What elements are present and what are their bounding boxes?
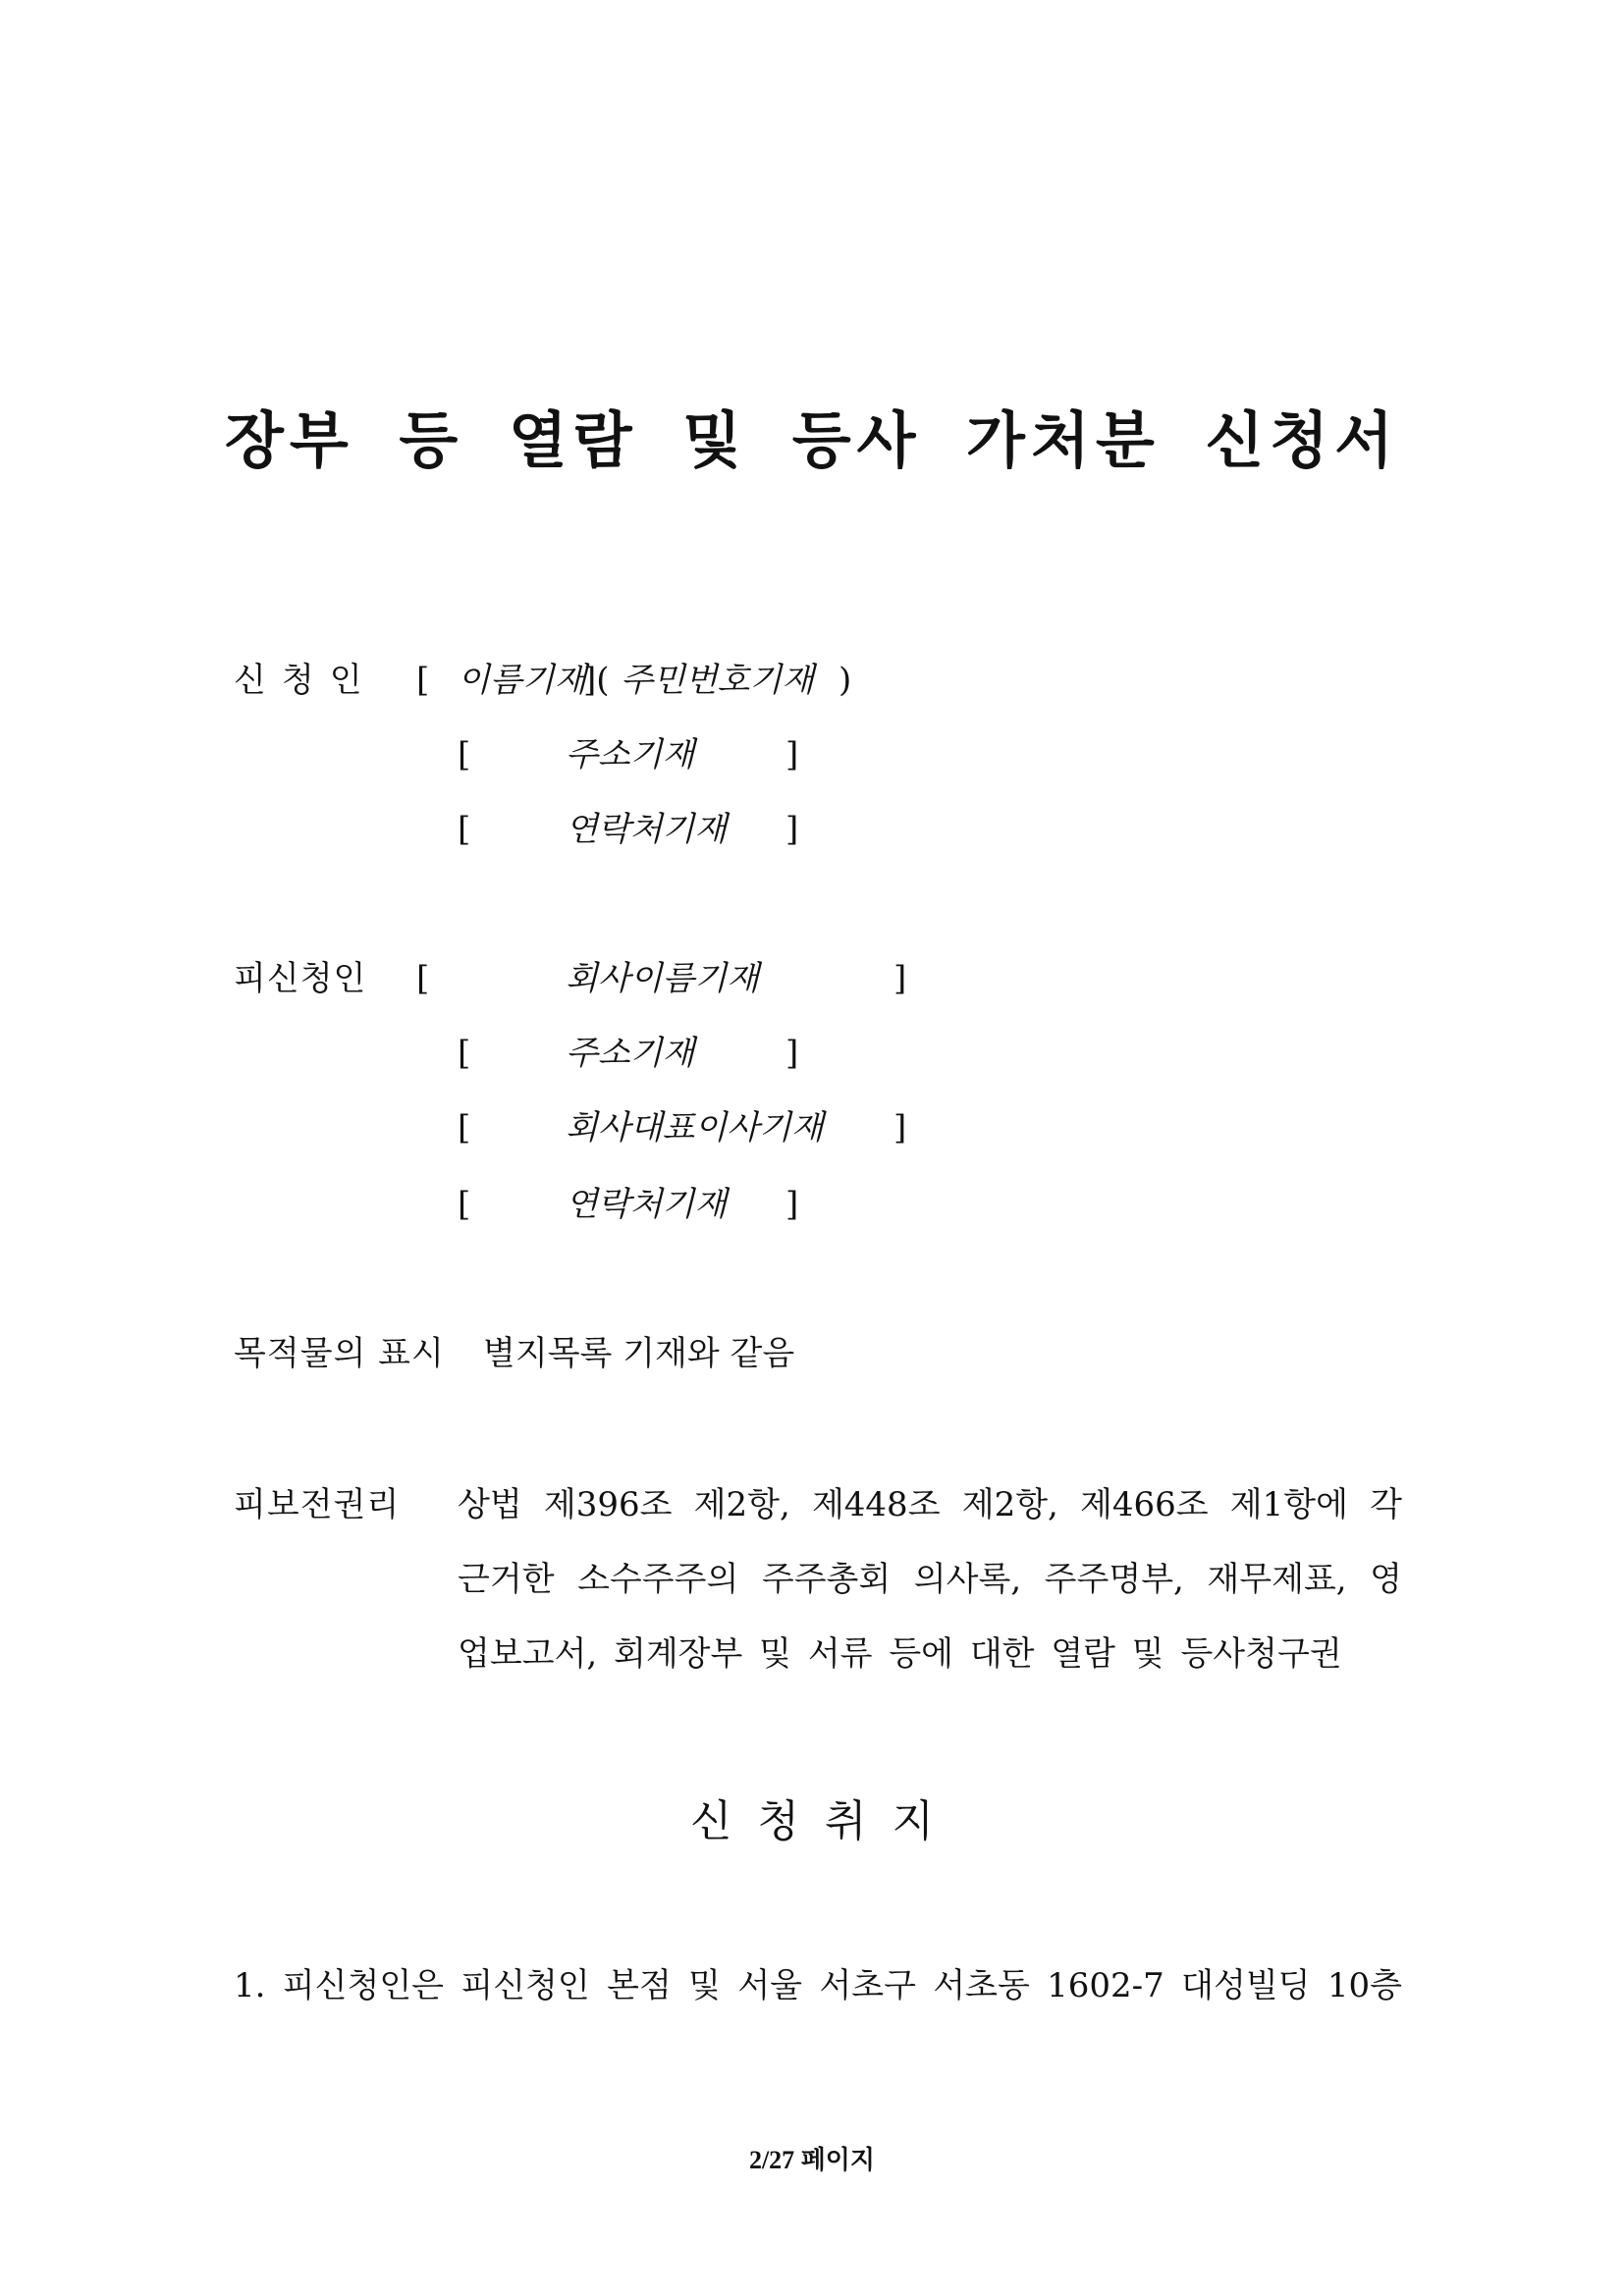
bracket-open: [ — [458, 1185, 471, 1224]
bracket-open: [ — [458, 1108, 471, 1148]
bracket-close: ]( — [583, 661, 610, 700]
protected-right-line: 업보고서, 회계장부 및 서류 등에 대한 열람 및 등사청구권 — [458, 1634, 1342, 1674]
bracket-open: [ — [458, 735, 471, 774]
paren-close: ) — [839, 661, 852, 700]
respondent-address-placeholder: 주소기재 — [566, 1034, 695, 1073]
request-item-1: 1. 피신청인은 피신청인 본점 및 서울 서초구 서초동 1602-7 대성빌딩 10층 — [234, 1966, 1402, 2005]
applicant-address-placeholder: 주소기재 — [566, 735, 695, 774]
respondent-contact-placeholder: 연락처기재 — [566, 1185, 728, 1224]
respondent-representative-field[interactable] — [566, 1108, 824, 1148]
bracket-close: ] — [785, 735, 799, 774]
bracket-close: ] — [785, 1034, 799, 1073]
page-number: 2/27 — [748, 2146, 795, 2174]
protected-right-line: 근거한 소수주주의 주주총회 의사록, 주주명부, 재무제표, 영 — [458, 1560, 1402, 1599]
applicant-address-field[interactable] — [566, 735, 695, 774]
applicant-name-field[interactable] — [458, 661, 587, 700]
bracket-open: [ — [458, 810, 471, 849]
bracket-close: ] — [893, 959, 907, 998]
bracket-open: [ — [416, 661, 430, 700]
object-text: 별지목록 기재와 같음 — [483, 1334, 795, 1373]
applicant-contact-placeholder: 연락처기재 — [566, 810, 728, 849]
respondent-label: 피신청인 — [234, 959, 367, 998]
applicant-id-placeholder: 주민번호기재 — [621, 661, 815, 700]
applicant-id-field[interactable] — [621, 661, 815, 700]
respondent-address-field[interactable] — [566, 1034, 695, 1073]
protected-right-line: 상법 제396조 제2항, 제448조 제2항, 제466조 제1항에 각 — [458, 1485, 1402, 1524]
respondent-company-placeholder: 회사이름기재 — [566, 959, 760, 998]
respondent-representative-placeholder: 회사대표이사기재 — [566, 1108, 824, 1148]
applicant-label: 신청인 — [234, 661, 378, 700]
respondent-contact-field[interactable] — [566, 1185, 728, 1224]
protected-right-label: 피보전권리 — [234, 1485, 401, 1524]
applicant-contact-field[interactable] — [566, 810, 728, 849]
applicant-name-placeholder: 이름기재 — [458, 661, 587, 700]
page-footer — [0, 2148, 1624, 2173]
page-suffix: 페이지 — [800, 2146, 876, 2174]
bracket-close: ] — [785, 810, 799, 849]
section-title: 신청취지 — [689, 1796, 959, 1846]
bracket-close: ] — [785, 1185, 799, 1224]
bracket-open: [ — [416, 959, 430, 998]
bracket-close: ] — [893, 1108, 907, 1148]
object-label: 목적물의 표시 — [234, 1334, 445, 1373]
respondent-company-field[interactable] — [566, 959, 760, 998]
bracket-open: [ — [458, 1034, 471, 1073]
document-title: 장부 등 열람 및 등사 가처분 신청서 — [225, 404, 1399, 476]
